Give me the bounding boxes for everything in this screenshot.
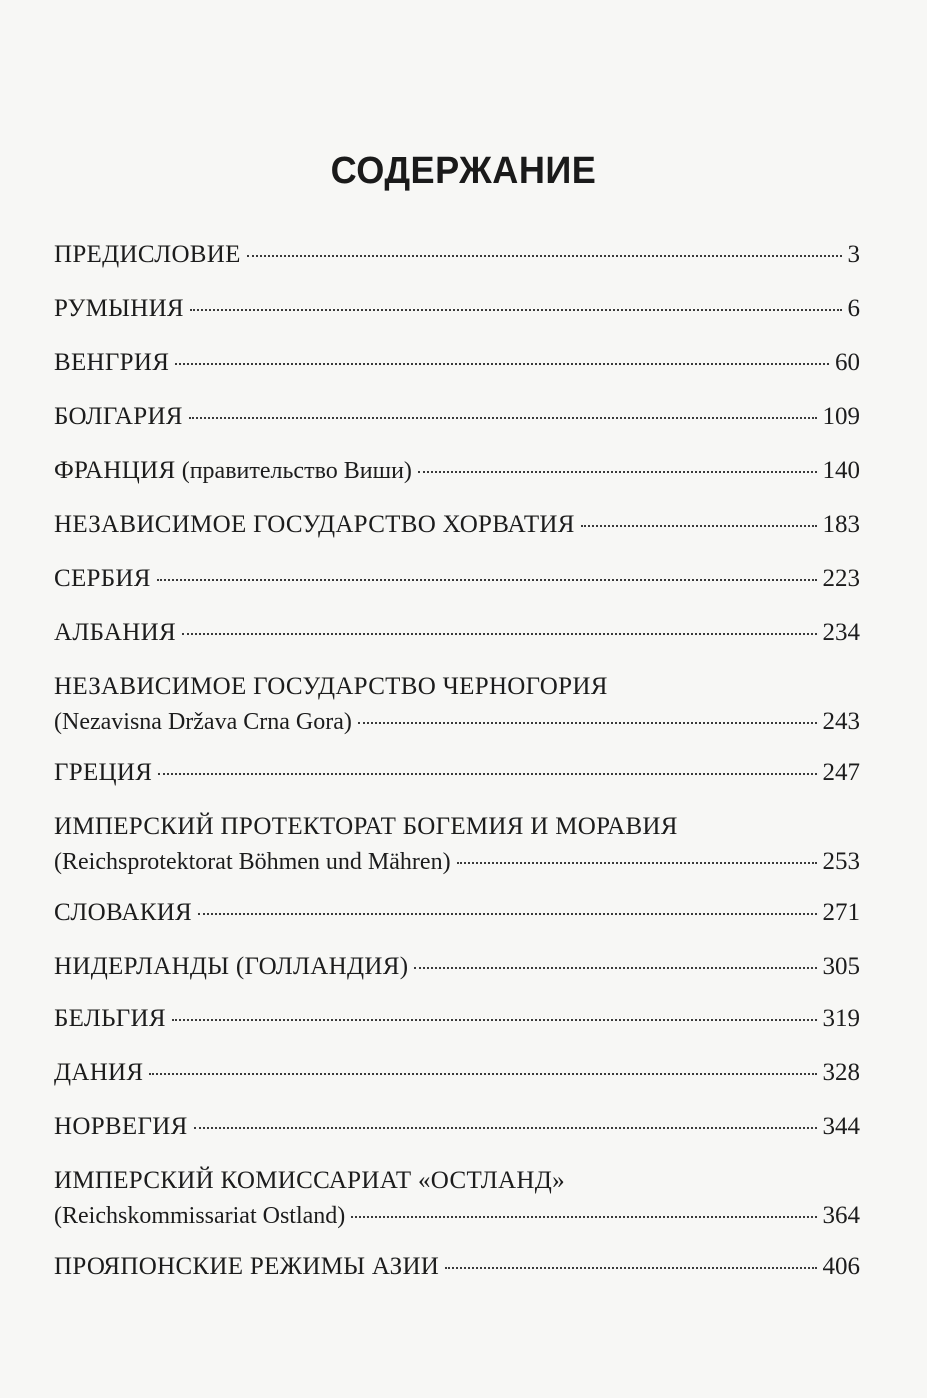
toc-entry-label: АЛБАНИЯ bbox=[54, 619, 176, 646]
toc-entry-label: ДАНИЯ bbox=[54, 1059, 144, 1086]
dot-leader bbox=[158, 773, 816, 775]
toc-entry-ostland[interactable] bbox=[54, 1166, 860, 1231]
toc-page-number: 247 bbox=[822, 759, 860, 786]
toc-entry-label: ВЕНГРИЯ bbox=[54, 349, 170, 376]
toc-page-number: 140 bbox=[822, 457, 860, 484]
dot-leader bbox=[149, 1073, 816, 1075]
toc-entry-montenegro[interactable] bbox=[54, 672, 860, 737]
toc-entry-hungary[interactable] bbox=[54, 348, 860, 378]
toc-page-number: 305 bbox=[822, 953, 860, 980]
toc-page-number: 60 bbox=[835, 349, 860, 376]
toc-entry-preface[interactable] bbox=[54, 240, 860, 270]
toc-entry-romania[interactable] bbox=[54, 294, 860, 324]
toc-entry-belgium[interactable] bbox=[54, 1004, 860, 1034]
toc-entry-label: НЕЗАВИСИМОЕ ГОСУДАРСТВО ХОРВАТИЯ bbox=[54, 511, 575, 538]
toc-entry-label: БЕЛЬГИЯ bbox=[54, 1005, 166, 1032]
toc-entry-croatia[interactable] bbox=[54, 510, 860, 540]
dot-leader bbox=[414, 967, 816, 969]
toc-page-number: 344 bbox=[822, 1113, 860, 1140]
toc-page-number: 223 bbox=[822, 565, 860, 592]
toc-entry-subtitle: (Reichskommissariat Ostland) bbox=[54, 1203, 346, 1229]
toc-page-number: 319 bbox=[822, 1005, 860, 1032]
toc-entry-denmark[interactable] bbox=[54, 1058, 860, 1088]
toc-entry-pro-japanese-regimes[interactable] bbox=[54, 1252, 860, 1282]
dot-leader bbox=[190, 309, 842, 311]
toc-entry-norway[interactable] bbox=[54, 1112, 860, 1142]
dot-leader bbox=[351, 1216, 816, 1218]
toc-page-number: 6 bbox=[847, 295, 860, 322]
dot-leader bbox=[445, 1267, 816, 1269]
toc-entry-bulgaria[interactable] bbox=[54, 402, 860, 432]
dot-leader bbox=[247, 255, 842, 257]
toc-entry-serbia[interactable] bbox=[54, 564, 860, 594]
toc-entry-greece[interactable] bbox=[54, 758, 860, 788]
toc-entry-netherlands[interactable] bbox=[54, 952, 860, 982]
toc-entry-label: БОЛГАРИЯ bbox=[54, 403, 183, 430]
dot-leader bbox=[358, 722, 817, 724]
toc-page-number: 253 bbox=[822, 848, 860, 875]
toc-page-number: 328 bbox=[822, 1059, 860, 1086]
toc-page-number: 364 bbox=[822, 1202, 860, 1229]
toc-entry-label: СЛОВАКИЯ bbox=[54, 899, 193, 926]
toc-entry-label: ПРОЯПОНСКИЕ РЕЖИМЫ АЗИИ bbox=[54, 1253, 440, 1280]
toc-page-number: 271 bbox=[822, 899, 860, 926]
page-title: СОДЕРЖАНИЕ bbox=[330, 150, 597, 192]
toc-entry-label: НИДЕРЛАНДЫ (ГОЛЛАНДИЯ) bbox=[54, 953, 409, 980]
toc-entry-label: РУМЫНИЯ bbox=[54, 295, 184, 322]
dot-leader bbox=[418, 471, 817, 473]
toc-entry-label: ФРАНЦИЯ bbox=[54, 457, 176, 484]
toc-entry-label: ПРЕДИСЛОВИЕ bbox=[54, 241, 241, 268]
dot-leader bbox=[194, 1127, 817, 1129]
toc-entry-label: НЕЗАВИСИМОЕ ГОСУДАРСТВО ЧЕРНОГОРИЯ bbox=[54, 673, 608, 700]
dot-leader bbox=[182, 633, 817, 635]
toc-entry-bohemia-moravia[interactable] bbox=[54, 812, 860, 877]
dot-leader bbox=[581, 525, 817, 527]
toc-page-number: 243 bbox=[822, 708, 860, 735]
toc-page-number: 109 bbox=[822, 403, 860, 430]
toc-entry-albania[interactable] bbox=[54, 618, 860, 648]
toc-entry-slovakia[interactable] bbox=[54, 898, 860, 928]
toc-entry-label: СЕРБИЯ bbox=[54, 565, 151, 592]
toc-entry-france[interactable] bbox=[54, 456, 860, 486]
dot-leader bbox=[172, 1019, 817, 1021]
dot-leader bbox=[175, 363, 829, 365]
toc-entry-subtitle: (Reichsprotektorat Böhmen und Mähren) bbox=[54, 849, 451, 875]
dot-leader bbox=[157, 579, 817, 581]
toc-page-number: 183 bbox=[822, 511, 860, 538]
toc-entry-label: ГРЕЦИЯ bbox=[54, 759, 153, 786]
toc-page-number: 406 bbox=[822, 1253, 860, 1280]
toc-page-number: 234 bbox=[822, 619, 860, 646]
toc-entry-label: ИМПЕРСКИЙ ПРОТЕКТОРАТ БОГЕМИЯ И МОРАВИЯ bbox=[54, 813, 678, 840]
toc-entry-subtitle: (правительство Виши) bbox=[181, 458, 412, 484]
dot-leader bbox=[189, 417, 817, 419]
toc-page-number: 3 bbox=[847, 241, 860, 268]
dot-leader bbox=[457, 862, 817, 864]
toc-entry-subtitle: (Nezavisna Država Crna Gora) bbox=[54, 709, 352, 735]
dot-leader bbox=[198, 913, 816, 915]
toc-entry-label: ИМПЕРСКИЙ КОМИССАРИАТ «ОСТЛАНД» bbox=[54, 1167, 565, 1194]
toc-entry-label: НОРВЕГИЯ bbox=[54, 1113, 188, 1140]
